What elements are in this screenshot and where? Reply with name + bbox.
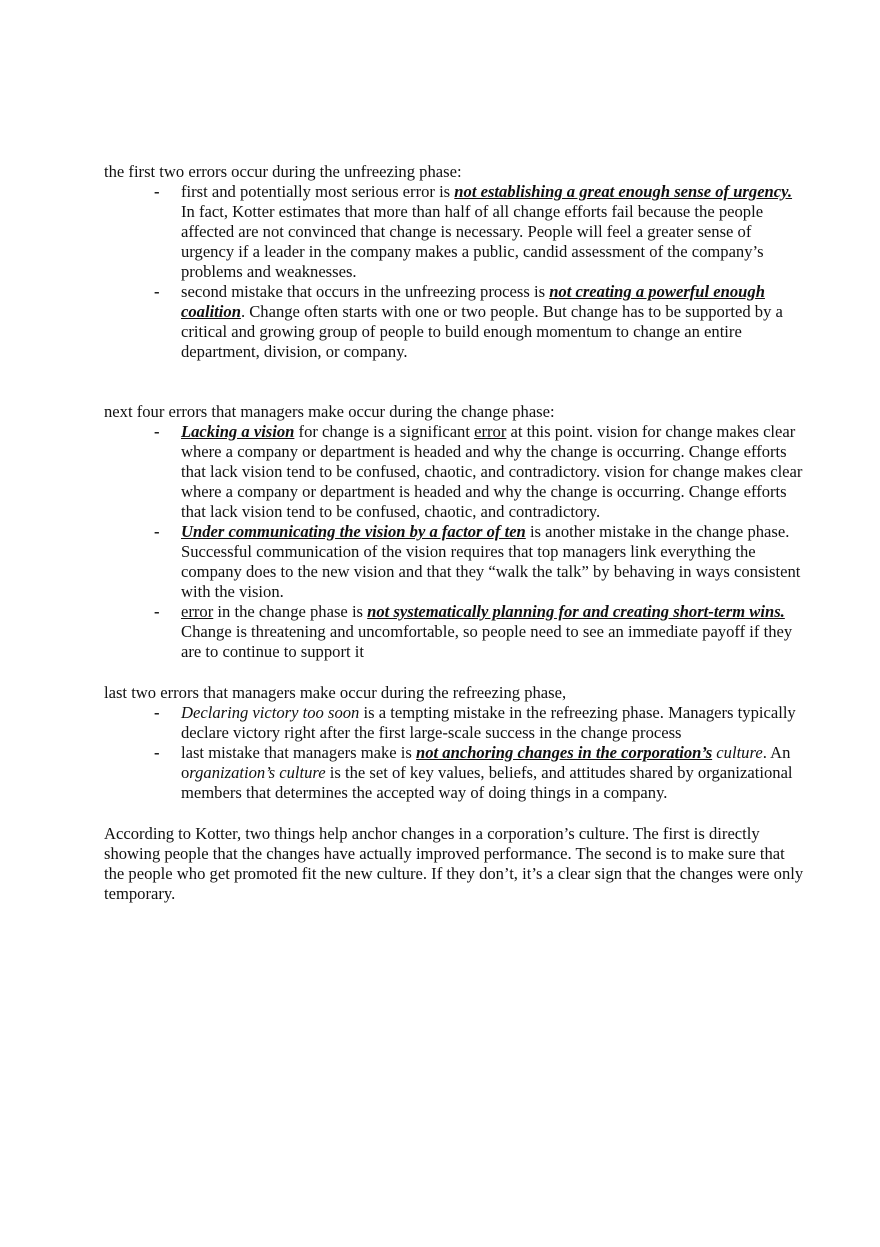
italic-phrase: rganization’s culture xyxy=(189,763,326,782)
key-phrase: not systematically planning for and creating short-term wins. xyxy=(367,602,785,621)
italic-phrase: culture xyxy=(712,743,763,762)
bullet-dash: - xyxy=(154,602,160,621)
bullet-dash: - xyxy=(154,282,160,301)
list-item xyxy=(104,743,804,803)
item-text: Change is threatening and uncomfortable, so people need to see an immediate payoff if they are to continue to support it xyxy=(181,622,793,661)
bullet-dash: - xyxy=(154,703,160,722)
item-text: . An o xyxy=(181,743,791,782)
item-text: at this point. vision for change makes clear where a company or department is headed and why the change is occurring. Change efforts that lack vision tend to be confused, chaotic, and contradictory. vision for change makes clear where a company or department is headed and why the change is occurring. Change efforts that lack vision tend to be confused, chaotic, and contradictory. xyxy=(181,422,803,521)
key-phrase: not anchoring changes in the corporation’s xyxy=(416,743,713,762)
refreezing-intro: last two errors that managers make occur during the refreezing phase, xyxy=(104,683,567,702)
bullet-dash: - xyxy=(154,422,160,441)
item-text: is a tempting mistake in the refreezing phase. Managers typically declare victory right after the first large-scale success in the change process xyxy=(181,703,796,742)
change-intro: next four errors that managers make occur during the change phase: xyxy=(104,402,555,421)
key-phrase: Lacking a vision xyxy=(181,422,295,441)
key-phrase: not establishing a great enough sense of urgency. xyxy=(454,182,793,201)
change-list xyxy=(104,422,804,662)
underlined-word: error xyxy=(181,602,214,621)
key-phrase: not creating a powerful enough coalition xyxy=(181,282,765,321)
document-page xyxy=(104,162,804,904)
underlined-word: error xyxy=(474,422,507,441)
item-text: second mistake that occurs in the unfreezing process is xyxy=(181,282,550,301)
list-item xyxy=(104,703,804,743)
refreezing-list xyxy=(104,703,804,803)
list-item xyxy=(104,422,804,522)
item-text: last mistake that managers make is xyxy=(181,743,417,762)
list-item xyxy=(104,602,804,662)
item-text: is another mistake in the change phase. Successful communication of the vision requires that top managers link everything the company does to the new vision and that they “walk the talk” by behaving in ways consistent with the vision. xyxy=(181,522,801,601)
item-text: In fact, Kotter estimates that more than half of all change efforts fail because the people affected are not convinced that change is necessary. People will feel a greater sense of urgency if a leader in the company makes a public, candid assessment of the company’s problems and weaknesses. xyxy=(181,202,764,281)
item-text: in the change phase is xyxy=(213,602,368,621)
section-spacer xyxy=(104,803,804,824)
bullet-dash: - xyxy=(154,522,160,541)
section-spacer xyxy=(104,662,804,683)
item-text: . Change often starts with one or two people. But change has to be supported by a critical and growing group of people to build enough momentum to change an entire department, division, or company. xyxy=(181,302,783,361)
item-text: first and potentially most serious error is xyxy=(181,182,455,201)
bullet-dash: - xyxy=(154,182,160,201)
list-item xyxy=(104,522,804,602)
unfreezing-list xyxy=(104,182,804,362)
closing-paragraph: According to Kotter, two things help anchor changes in a corporation’s culture. The first is directly showing people that the changes have actually improved performance. The second is to make sure that the people who get promoted fit the new culture. If they don’t, it’s a clear sign that the changes were only temporary. xyxy=(104,824,804,903)
item-text: is the set of key values, beliefs, and attitudes shared by organizational members that determines the accepted way of doing things in a company. xyxy=(181,763,793,802)
section-spacer xyxy=(104,362,804,402)
list-item xyxy=(104,282,804,362)
list-item xyxy=(104,182,804,282)
italic-phrase: Declaring victory too soon xyxy=(181,703,360,722)
unfreezing-intro: the first two errors occur during the unfreezing phase: xyxy=(104,162,462,181)
bullet-dash: - xyxy=(154,743,160,762)
key-phrase: Under communicating the vision by a factor of ten xyxy=(181,522,526,541)
item-text: for change is a significant xyxy=(294,422,475,441)
